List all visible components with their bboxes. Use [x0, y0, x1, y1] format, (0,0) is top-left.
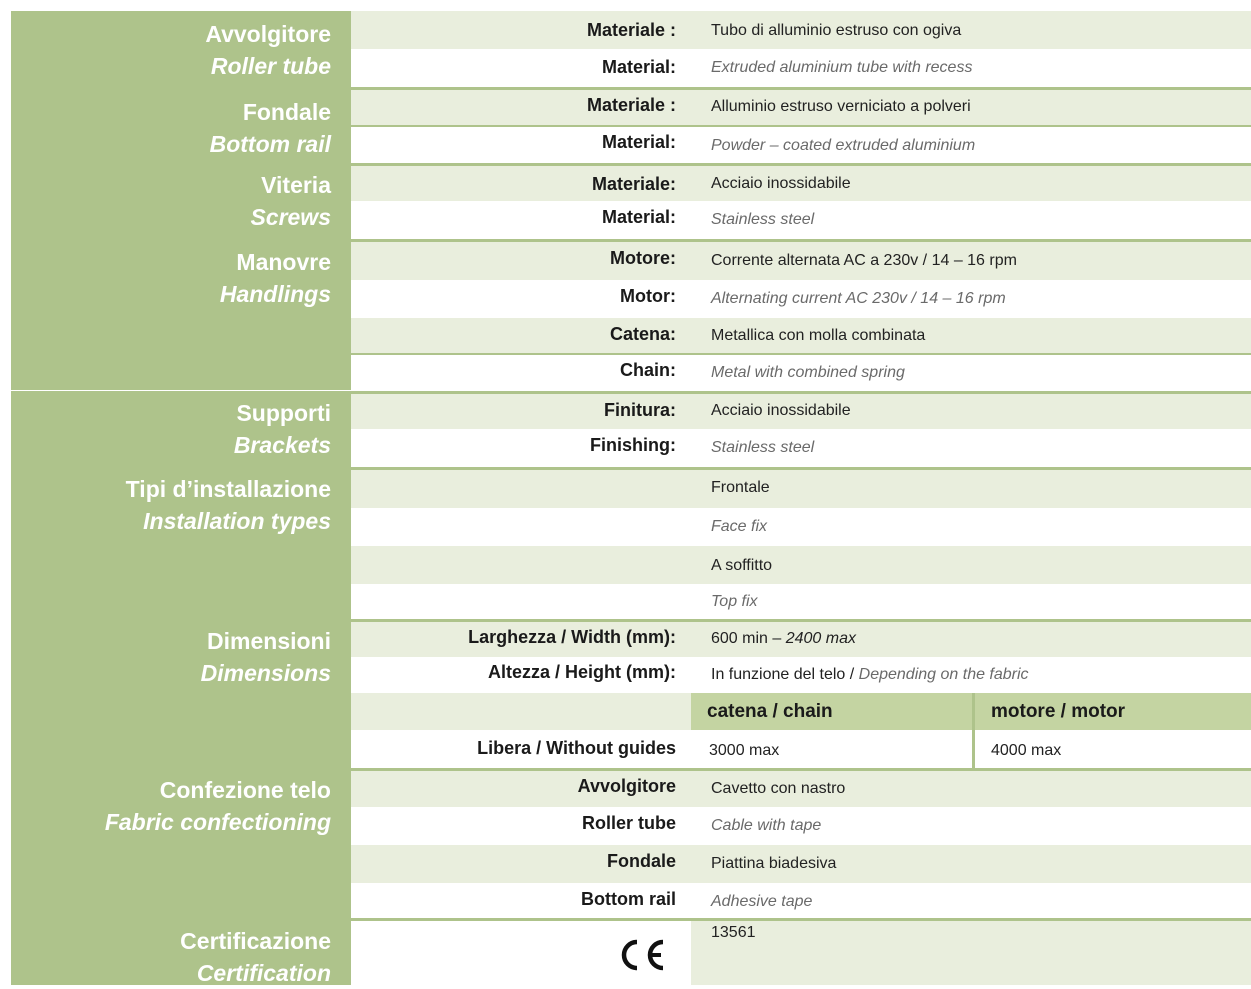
spec-label [351, 546, 691, 584]
ce-mark-icon [617, 938, 667, 972]
height-it: In funzione del telo / [711, 666, 859, 683]
spec-label: Fondale [606, 851, 676, 871]
spec-value: Extruded aluminium tube with recess [711, 59, 973, 76]
spec-value: Powder – coated extruded aluminium [711, 137, 976, 154]
section-title-it: Dimensioni [207, 628, 331, 654]
free-motor-value: 4000 max [972, 730, 1251, 768]
section-title [11, 771, 351, 918]
section-certification [11, 921, 1251, 985]
spec-table [11, 11, 1251, 985]
section-title-it: Confezione telo [159, 777, 331, 803]
section-title-en: Roller tube [210, 53, 331, 79]
height-label: Altezza / Height (mm): [487, 662, 676, 682]
section-title-en: Screws [250, 204, 331, 230]
spec-label-empty [351, 693, 691, 730]
spec-label [351, 584, 691, 619]
section-title [11, 394, 351, 467]
spec-value: Metallica con molla combinata [711, 327, 926, 344]
section-title [11, 921, 351, 985]
width-value [691, 622, 1251, 657]
spec-label [351, 470, 691, 508]
section-title [11, 11, 351, 87]
spec-label: Motore: [610, 248, 676, 268]
width-max: 2400 max [785, 630, 856, 647]
free-values [691, 730, 1251, 768]
spec-label: Materiale: [591, 174, 676, 194]
section-installation-types [11, 470, 1251, 619]
spec-label: Chain: [620, 360, 676, 380]
section-roller-tube [11, 11, 1251, 87]
spec-value: Corrente alternata AC a 230v / 14 – 16 rpm [711, 252, 1017, 269]
width-min: 600 min – [711, 630, 786, 647]
spec-label: Material: [601, 207, 676, 227]
spec-label: Materiale : [586, 20, 676, 40]
section-title [11, 622, 351, 768]
section-title-en: Bottom rail [209, 131, 331, 157]
certification-value: 13561 [691, 921, 1251, 985]
spec-label: Material: [601, 132, 676, 152]
section-dimensions [11, 622, 1251, 768]
spec-value: Cable with tape [711, 817, 822, 834]
section-title-en: Brackets [233, 432, 331, 458]
section-title-it: Avvolgitore [205, 21, 331, 47]
section-title-it: Tipi d’installazione [125, 476, 331, 502]
section-title [11, 470, 351, 619]
spec-label: Catena: [609, 324, 676, 344]
spec-value: Stainless steel [711, 439, 815, 456]
spec-value: A soffitto [711, 557, 773, 574]
spec-value: Adhesive tape [711, 893, 813, 910]
section-title-en: Installation types [143, 508, 331, 534]
height-value [691, 657, 1251, 693]
section-title-en: Certification [196, 960, 331, 986]
spec-label: Materiale : [586, 95, 676, 115]
section-title-en: Fabric confectioning [104, 809, 331, 835]
width-label: Larghezza / Width (mm): [468, 627, 676, 647]
section-fabric-confectioning [11, 771, 1251, 918]
spec-value: Acciaio inossidabile [711, 402, 851, 419]
section-brackets [11, 394, 1251, 467]
spec-value: Acciaio inossidabile [711, 175, 851, 192]
height-en: Depending on the fabric [858, 666, 1029, 683]
spec-value: Piattina biadesiva [711, 855, 837, 872]
section-title-it: Certificazione [180, 928, 331, 954]
section-handlings [11, 242, 1251, 391]
spec-value: Face fix [711, 518, 768, 535]
section-title-it: Supporti [236, 400, 331, 426]
spec-value: Tubo di alluminio estruso con ogiva [711, 22, 962, 39]
spec-label [351, 508, 691, 546]
section-title-it: Fondale [242, 99, 331, 125]
column-headers [691, 693, 1251, 730]
spec-label: Finitura: [604, 400, 676, 420]
spec-value: Frontale [711, 479, 770, 496]
col-chain-header: catena / chain [691, 693, 972, 730]
spec-label: Material: [601, 57, 676, 77]
section-title [11, 90, 351, 163]
spec-value: Alternating current AC 230v / 14 – 16 rpm [711, 290, 1006, 307]
section-screws [11, 166, 1251, 239]
spec-label: Bottom rail [580, 889, 676, 909]
spec-label: Roller tube [581, 813, 676, 833]
spec-value: Stainless steel [711, 211, 815, 228]
spec-label: Avvolgitore [577, 776, 676, 796]
section-title [11, 166, 351, 239]
spec-value: Alluminio estruso verniciato a polveri [711, 98, 971, 115]
ce-mark-cell [351, 921, 691, 985]
spec-value: Cavetto con nastro [711, 780, 846, 797]
spec-value: Metal with combined spring [711, 364, 905, 381]
free-chain-value: 3000 max [709, 742, 780, 759]
section-title-en: Handlings [219, 281, 331, 307]
spec-label: Finishing: [590, 435, 676, 455]
spec-label: Motor: [620, 286, 676, 306]
section-title-it: Manovre [236, 249, 331, 275]
section-bottom-rail [11, 90, 1251, 163]
spec-value: Top fix [711, 593, 758, 610]
section-title [11, 242, 351, 390]
section-title-en: Dimensions [200, 660, 331, 686]
col-motor-header: motore / motor [972, 693, 1251, 730]
free-label: Libera / Without guides [477, 738, 676, 758]
section-title-it: Viteria [261, 172, 331, 198]
